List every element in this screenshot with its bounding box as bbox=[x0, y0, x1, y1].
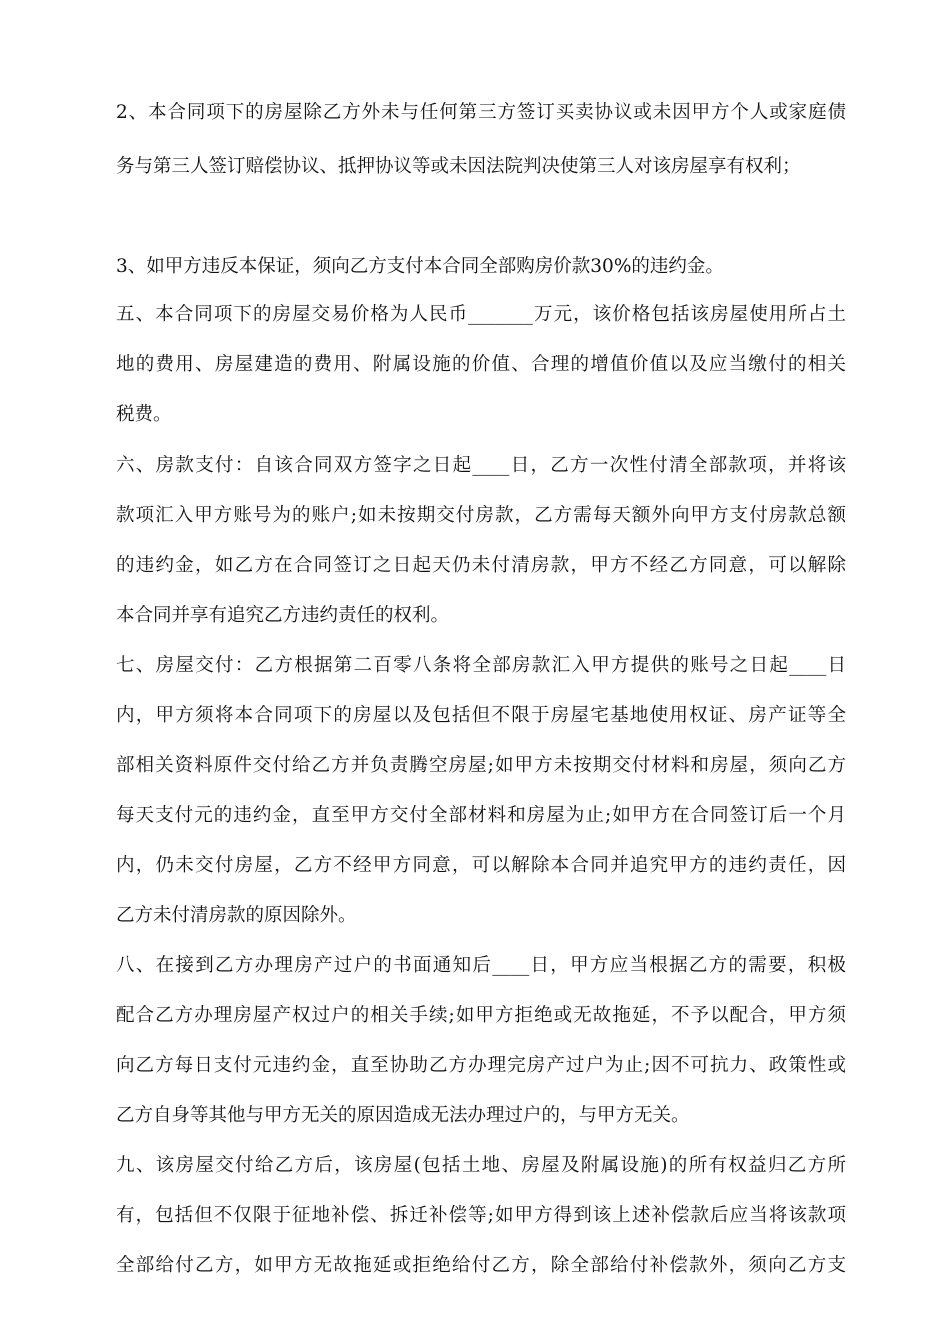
clause-9-line-1: 九、该房屋交付给乙方后，该房屋(包括土地、房屋及附属设施)的所有权益归乙方所 bbox=[116, 1155, 846, 1176]
clause-2-line-1: 2、本合同项下的房屋除乙方外未与任何第三方签订买卖协议或未因甲方个人或家庭债 bbox=[116, 102, 846, 123]
clause-6-line-1: 六、房款支付：自该合同双方签字之日起____日，乙方一次性付清全部款项，并将该 bbox=[116, 455, 846, 476]
clause-6-line-3: 的违约金，如乙方在合同签订之日起天仍未付清房款，甲方不经乙方同意，可以解除 bbox=[116, 555, 846, 576]
clause-7-line-5: 内，仍未交付房屋，乙方不经甲方同意，可以解除本合同并追究甲方的违约责任，因 bbox=[116, 855, 846, 876]
clause-7-line-3: 部相关资料原件交付给乙方并负责腾空房屋;如甲方未按期交付材料和房屋，须向乙方 bbox=[116, 755, 846, 776]
clause-8-line-3: 向乙方每日支付元违约金，直至协助乙方办理完房产过户为止;因不可抗力、政策性或 bbox=[116, 1055, 846, 1076]
clause-8-line-1: 八、在接到乙方办理房产过户的书面通知后____日，甲方应当根据乙方的需要，积极 bbox=[116, 955, 846, 976]
clause-7-line-4: 每天支付元的违约金，直至甲方交付全部材料和房屋为止;如甲方在合同签订后一个月 bbox=[116, 805, 846, 826]
clause-8-line-2: 配合乙方办理房屋产权过户的相关手续;如甲方拒绝或无故拖延，不予以配合，甲方须 bbox=[116, 1005, 846, 1026]
clause-5-line-2: 地的费用、房屋建造的费用、附属设施的价值、合理的增值价值以及应当缴付的相关 bbox=[116, 354, 846, 375]
clause-6-line-4: 本合同并享有追究乙方违约责任的权利。 bbox=[116, 605, 450, 626]
clause-7-line-6: 乙方未付清房款的原因除外。 bbox=[116, 905, 357, 926]
clause-5-line-1: 五、本合同项下的房屋交易价格为人民币_______万元，该价格包括该房屋使用所占土 bbox=[116, 304, 846, 325]
clause-8-line-4: 乙方自身等其他与甲方无关的原因造成无法办理过户的，与甲方无关。 bbox=[116, 1105, 690, 1126]
clause-3-line-1: 3、如甲方违反本保证，须向乙方支付本合同全部购房价款30%的违约金。 bbox=[116, 256, 724, 277]
clause-7-line-2: 内，甲方须将本合同项下的房屋以及包括但不限于房屋宅基地使用权证、房产证等全 bbox=[116, 705, 846, 726]
clause-7-line-1: 七、房屋交付：乙方根据第二百零八条将全部房款汇入甲方提供的账号之日起____日 bbox=[116, 655, 846, 676]
clause-6-line-2: 款项汇入甲方账号为的账户;如未按期交付房款，乙方需每天额外向甲方支付房款总额 bbox=[116, 505, 846, 526]
clause-5-line-3: 税费。 bbox=[116, 404, 172, 425]
clause-2-line-2: 务与第三人签订赔偿协议、抵押协议等或未因法院判决使第三人对该房屋享有权利； bbox=[116, 156, 801, 177]
clause-9-line-2: 有，包括但不仅限于征地补偿、拆迁补偿等;如甲方得到该上述补偿款后应当将该款项 bbox=[116, 1205, 846, 1226]
clause-9-line-3: 全部给付乙方，如甲方无故拖延或拒绝给付乙方，除全部给付补偿款外，须向乙方支 bbox=[116, 1255, 846, 1276]
